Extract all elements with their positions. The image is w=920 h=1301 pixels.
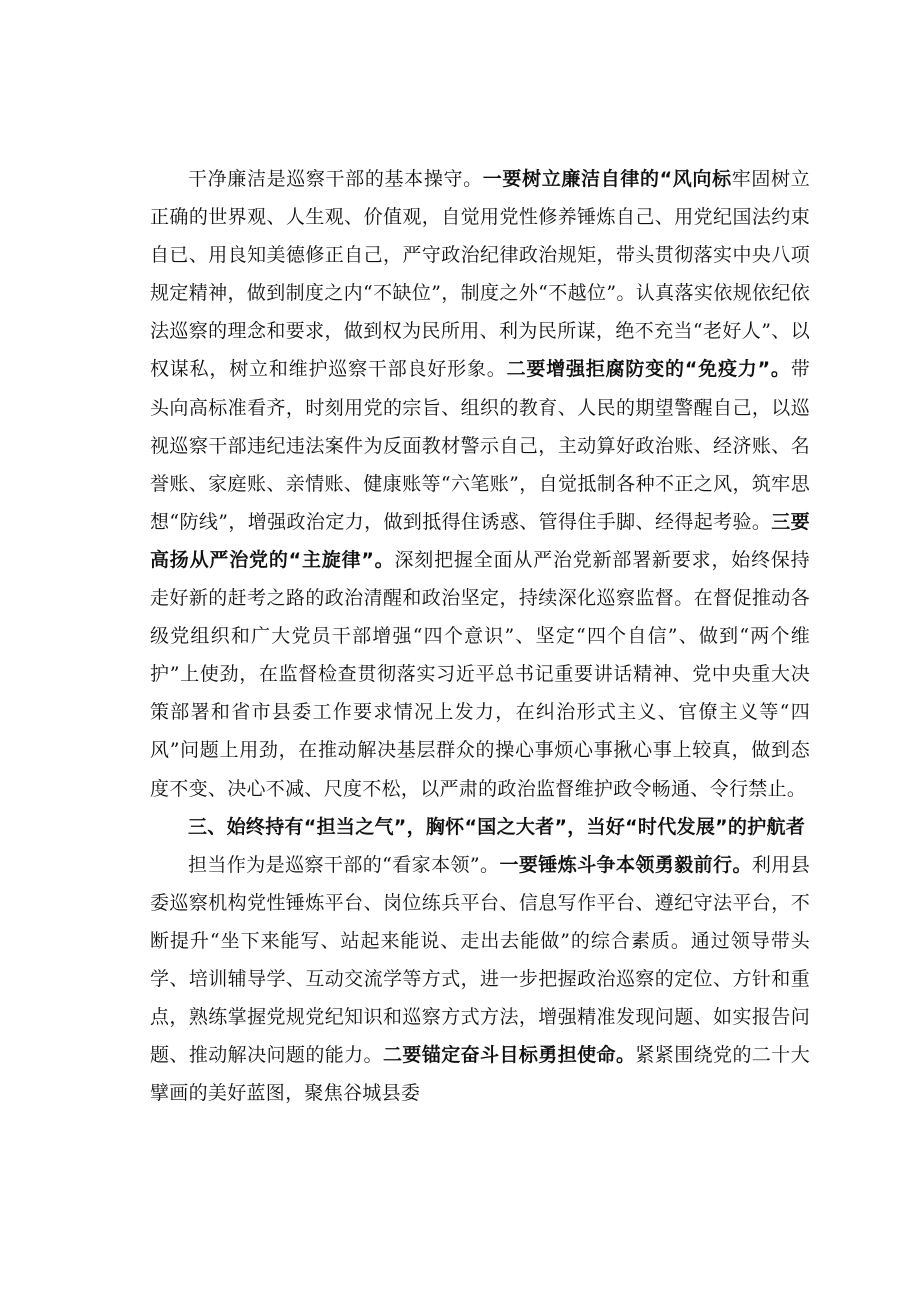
paragraph-1-segment-3: 牢固树立正确的世界观、人生观、价值观，自觉用党性修养锤炼自己、用党纪国法约束自已、用良知美德修正自己，严守政治纪律政治规矩，带头贯彻落实中央八项规定精神，做到制度之内“不缺位”，制度之外“不越位”。认真落实依规依纪依法巡察的理念和要求，做到权为民所用、利为民所谋，绝不充当“老好人”、以权谋私，树立和维护巡察干部良好形象。 bbox=[150, 168, 811, 381]
paragraph-2-point-2-title: 二要锚定奋斗目标勇担使命。 bbox=[382, 1044, 636, 1067]
paragraph-1-segment-1: 干净廉洁是巡察干部的基本操守。 bbox=[188, 168, 483, 190]
paragraph-1-segment-7: 深刻把握全面从严治党新部署新要求，始终保持走好新的赶考之路的政治清醒和政治坚定，持续深化巡察监督。在督促推动各级党组织和广大党员干部增强“四个意识”、坚定“四个自信”、做到“两个维护”上使劲，在监督检查贯彻落实习近平总书记重要讲话精神、党中央重大决策部署和省市县委工作要求情况上发力，在纠治形式主义、官僚主义等“四风”问题上用劲，在推动解决基层群众的操心事烦心事揪心事上较真，做到态度不变、决心不减、尺度不松，以严肃的政治监督维护政令畅通、令行禁止。 bbox=[150, 548, 810, 800]
paragraph-2-segment-5: 紧紧围绕党的二十大擘画的美好蓝图，聚焦谷城县委 bbox=[150, 1044, 810, 1105]
document-body bbox=[150, 160, 810, 1112]
paragraph-1-point-1-title: 一要树立廉洁自律的“风向标 bbox=[482, 168, 732, 190]
paragraph-2-segment-3: 利用县委巡察机构党性锤炼平台、岗位练兵平台、信息写作平台、遵纪守法平台，不断提升“坐下来能写、站起来能说、走出去能做”的综合素质。通过领导带头学、培训辅导学、互动交流学等方式，进一步把握政治巡察的定位、方针和重点，熟练掌握党规党纪知识和巡察方式方法，增强精准发现问题、如实报告问题、推动解决问题的能力。 bbox=[150, 853, 811, 1067]
section-heading-3: 三、始终持有“担当之气”，胸怀“国之大者”，当好“时代发展”的护航者 bbox=[188, 815, 806, 838]
paragraph-1-point-3-title: 三要高扬从严治党的“主旋律”。 bbox=[150, 510, 810, 571]
paragraph-integrity bbox=[150, 160, 810, 808]
paragraph-2-segment-1: 担当作为是巡察干部的“看家本领”。 bbox=[188, 853, 500, 876]
paragraph-2-point-1-title: 一要锤炼斗争本领勇毅前行。 bbox=[499, 853, 752, 876]
paragraph-1-segment-5: 带头向高标准看齐，时刻用党的宗旨、组织的教育、人民的期望警醒自己，以巡视巡察干部违纪违法案件为反面教材警示自己，主动算好政治账、经济账、名誉账、家庭账、亲情账、健康账等“六笔账”，自觉抵制各种不正之风，筑牢思想“防线”，增强政治定力，做到抵得住诱惑、管得住手脚、经得起考验。 bbox=[150, 358, 811, 533]
paragraph-1-point-2-title: 二要增强拒腐防变的“免疫力”。 bbox=[506, 358, 791, 381]
paragraph-responsibility bbox=[150, 846, 810, 1113]
